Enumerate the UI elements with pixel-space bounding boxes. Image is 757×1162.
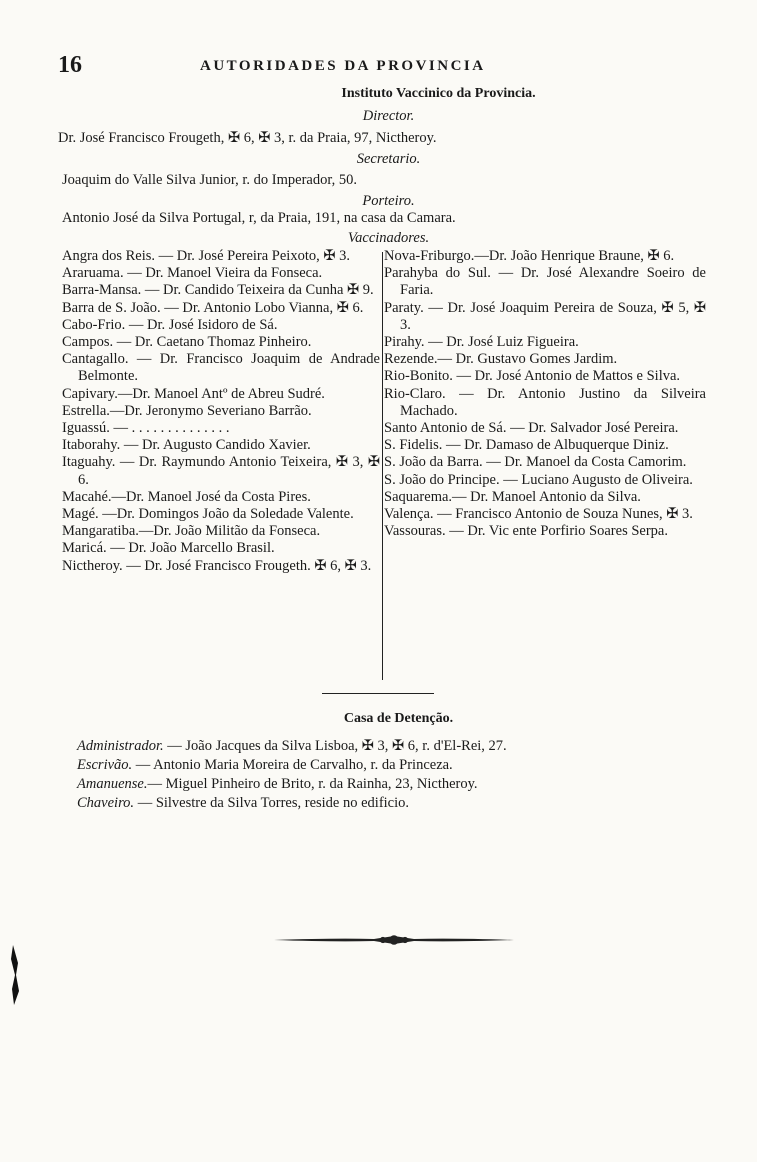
vaccinador-entry: Macahé.—Dr. Manoel José da Costa Pires. <box>62 488 311 505</box>
vaccinador-entry: Itaborahy. — Dr. Augusto Candido Xavier. <box>62 437 311 454</box>
staff-role: Administrador. <box>77 738 164 754</box>
vaccinador-entry: S. Fidelis. — Dr. Damaso de Albuquerque Diniz. <box>384 437 669 454</box>
vaccinador-entry: Cabo-Frio. — Dr. José Isidoro de Sá. <box>62 316 278 333</box>
staff-row <box>77 756 507 775</box>
vaccinadores-right-column <box>384 248 706 540</box>
staff-row <box>77 737 507 756</box>
vaccinador-entry: Pirahy. — Dr. José Luiz Figueira. <box>384 334 579 351</box>
vaccinador-entry: Iguassú. — . . . . . . . . . . . . . . <box>62 420 230 437</box>
page-number: 16 <box>58 52 82 78</box>
staff-text: — Silvestre da Silva Torres, reside no edificio. <box>134 795 410 811</box>
staff-role: Chaveiro. <box>77 795 135 811</box>
porteiro-entry: Antonio José da Silva Portugal, r, da Praia, 191, na casa da Camara. <box>62 210 456 226</box>
vaccinador-entry: Santo Antonio de Sá. — Dr. Salvador José Pereira. <box>384 420 679 437</box>
vaccinador-entry: Capivary.—Dr. Manoel Antº de Abreu Sudré. <box>62 385 325 402</box>
vaccinadores-heading: Vaccinadores. <box>347 230 430 246</box>
staff-text: — Miguel Pinheiro de Brito, r. da Rainha, 23, Nictheroy. <box>147 776 478 792</box>
vaccinador-entry: Nictheroy. — Dr. José Francisco Frougeth. ✠ 6, ✠ 3. <box>62 557 372 574</box>
vaccinador-entry: Maricá. — Dr. João Marcello Brasil. <box>62 540 275 557</box>
vaccinador-entry: Araruama. — Dr. Manoel Vieira da Fonseca. <box>62 265 323 282</box>
secretario-entry: Joaquim do Valle Silva Junior, r. do Imperador, 50. <box>62 172 357 188</box>
staff-text: — Antonio Maria Moreira de Carvalho, r. da Princeza. <box>132 757 453 773</box>
vaccinador-entry: Barra de S. João. — Dr. Antonio Lobo Vianna, ✠ 6. <box>62 299 364 316</box>
vaccinador-entry: Rio-Claro. — Dr. Antonio Justino da Silveira Machado. <box>384 385 706 419</box>
staff-row <box>77 775 507 794</box>
vaccinador-entry: Parahyba do Sul. — Dr. José Alexandre Soeiro de Faria. <box>384 265 706 299</box>
vaccinador-entry: Campos. — Dr. Caetano Thomaz Pinheiro. <box>62 334 312 351</box>
vaccinador-entry: S. João da Barra. — Dr. Manoel da Costa Camorim. <box>384 454 687 471</box>
vaccinador-entry: Angra dos Reis. — Dr. José Pereira Peixoto, ✠ 3. <box>62 248 351 264</box>
vaccinador-entry: Rio-Bonito. — Dr. José Antonio de Mattos e Silva. <box>384 368 681 385</box>
vaccinador-entry: Cantagallo. — Dr. Francisco Joaquim de Andrade Belmonte. <box>62 351 380 385</box>
staff-row <box>77 794 507 813</box>
staff-text: — João Jacques da Silva Lisboa, ✠ 3, ✠ 6, r. d'El-Rei, 27. <box>163 738 507 754</box>
vaccinador-entry: Itaguahy. — Dr. Raymundo Antonio Teixeira, ✠ 3, ✠ 6. <box>62 454 380 488</box>
vaccinador-entry: Paraty. — Dr. José Joaquim Pereira de Souza, ✠ 5, ✠ 3. <box>384 299 706 333</box>
vaccinador-entry: Vassouras. — Dr. Vic ente Porfirio Soares Serpa. <box>384 523 668 540</box>
role-director: Director. <box>362 108 415 124</box>
staff-role: Escrivão. <box>77 757 133 773</box>
vaccinadores-left-column <box>62 248 380 575</box>
staff-role: Amanuense. <box>77 776 148 792</box>
vaccinador-entry: Estrella.—Dr. Jeronymo Severiano Barrão. <box>62 402 312 419</box>
ornament-divider-icon <box>274 933 514 947</box>
vaccinador-entry: Rezende.— Dr. Gustavo Gomes Jardim. <box>384 351 618 368</box>
casa-detencao-title: Casa de Detenção. <box>343 711 454 726</box>
role-porteiro: Porteiro. <box>362 193 415 209</box>
running-title: AUTORIDADES DA PROVINCIA <box>200 58 486 74</box>
role-secretario: Secretario. <box>356 151 421 167</box>
casa-staff-list <box>77 737 507 813</box>
vaccinador-entry: Nova-Friburgo.—Dr. João Henrique Braune, ✠ 6. <box>384 248 675 264</box>
vaccinador-entry: Mangaratiba.—Dr. João Militão da Fonseca. <box>62 523 321 540</box>
vaccinador-entry: S. João do Principe. — Luciano Augusto de Oliveira. <box>384 471 693 488</box>
institution-title: Instituto Vaccinico da Provincia. <box>341 86 536 101</box>
vaccinador-entry: Magé. —Dr. Domingos João da Soledade Valente. <box>62 506 354 523</box>
section-rule <box>322 693 434 694</box>
vaccinador-entry: Saquarema.— Dr. Manoel Antonio da Silva. <box>384 488 641 505</box>
vaccinador-entry: Valença. — Francisco Antonio de Souza Nunes, ✠ 3. <box>384 506 693 523</box>
column-divider <box>382 252 383 680</box>
vaccinador-entry: Barra-Mansa. — Dr. Candido Teixeira da Cunha ✠ 9. <box>62 282 374 299</box>
margin-mark-icon <box>10 945 24 1005</box>
director-entry: Dr. José Francisco Frougeth, ✠ 6, ✠ 3, r. da Praia, 97, Nictheroy. <box>58 130 437 146</box>
